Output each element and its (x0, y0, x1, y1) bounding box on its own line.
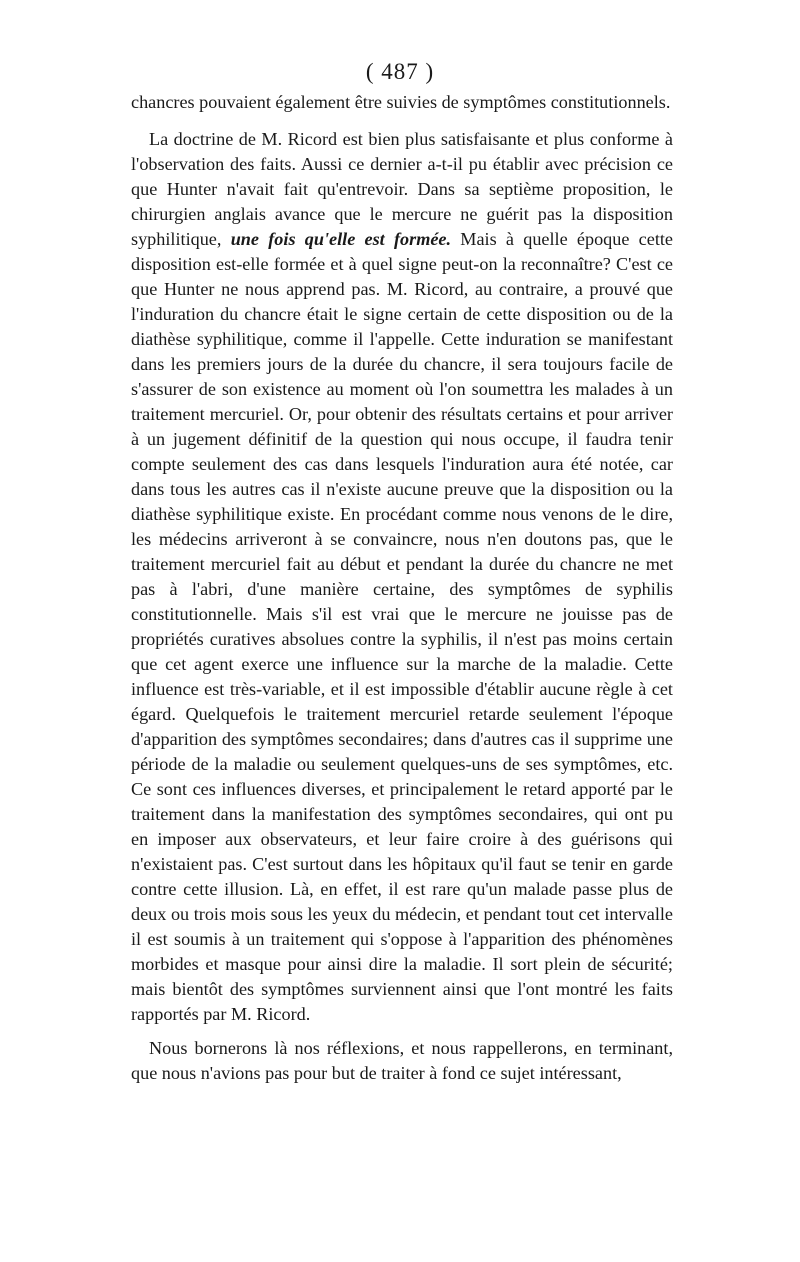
paragraph-3-text: Nous bornerons là nos réflexions, et nous rappellerons, en terminant, que nous n'avions pas pour but de traiter à fond ce sujet intéressant, (131, 1038, 673, 1083)
page-number: ( 487 ) (365, 59, 435, 84)
body-text (131, 90, 673, 1086)
paragraph-2-text-b: Mais à quelle époque cette disposition est-elle formée et à quel signe peut-on la reconnaître? C'est ce que Hunter ne nous apprend pas. M. Ricord, au contraire, a prouvé que l'induration du chancre était le signe certain de cette disposition ou de la diathèse syphilitique, comme il l'appelle. Cette induration se manifestant dans les premiers jours de la durée du chancre, il sera toujours facile de s'assurer de son existence au moment où l'on soumettra les malades à un traitement mercuriel. Or, pour obtenir des résultats certains et pour arriver à un jugement définitif de la question qui nous occupe, il faudra tenir compte seulement des cas dans lesquels l'induration aura été notée, car dans tous les autres cas il n'existe aucune preuve que la disposition ou la diathèse syphilitique existe. En procédant comme nous venons de le dire, les médecins arriveront à se convaincre, nous n'en doutons pas, que le traitement mercuriel fait au début et pendant la durée du chancre ne met pas à l'abri, d'une manière certaine, des symptômes de syphilis constitutionnelle. Mais s'il est vrai que le mercure ne jouisse pas de propriétés curatives absolues contre la syphilis, il n'est pas moins certain que cet agent exerce une influence sur la marche de la maladie. Cette influence est très-variable, et il est impossible d'établir aucune règle à cet égard. Quelquefois le traitement mercuriel retarde seulement l'époque d'apparition des symptômes secondaires; dans d'autres cas il supprime une période de la maladie ou seulement quelques-uns de ses symptômes, etc. Ce sont ces influences diverses, et principalement le retard apporté par le traitement dans la manifestation des symptômes secondaires, qui ont pu en imposer aux observateurs, et leur faire croire à des guérisons qui n'existaient pas. C'est surtout dans les hôpitaux qu'il faut se tenir en garde contre cette illusion. Là, en effet, il est rare qu'un malade passe plus de deux ou trois mois sous les yeux du médecin, et pendant tout cet intervalle il est soumis à un traitement qui s'oppose à l'apparition des phénomènes morbides et masque pour ainsi dire la maladie. Il sort plein de sécurité; mais bientôt des symptômes surviennent ainsi que l'ont montré les faits rapportés par M. Ricord. (131, 229, 674, 1024)
paragraph-1-text: chancres pouvaient également être suivies de symptômes constitutionnels. (131, 92, 671, 112)
paragraph-2-emphasis: une fois qu'elle est formée. (230, 229, 452, 249)
paragraph-2 (131, 127, 673, 1027)
paragraph-2-text-a: La doctrine de M. Ricord est bien plus satisfaisante et plus conforme à l'observation des faits. Aussi ce dernier a-t-il pu établir avec précision ce que Hunter n'avait fait qu'entrevoir. Dans sa septième proposition, le chirurgien anglais avance que le mercure ne guérit pas la disposition syphilitique, (131, 129, 673, 249)
paragraph-1 (131, 90, 673, 115)
paragraph-3 (131, 1036, 673, 1086)
